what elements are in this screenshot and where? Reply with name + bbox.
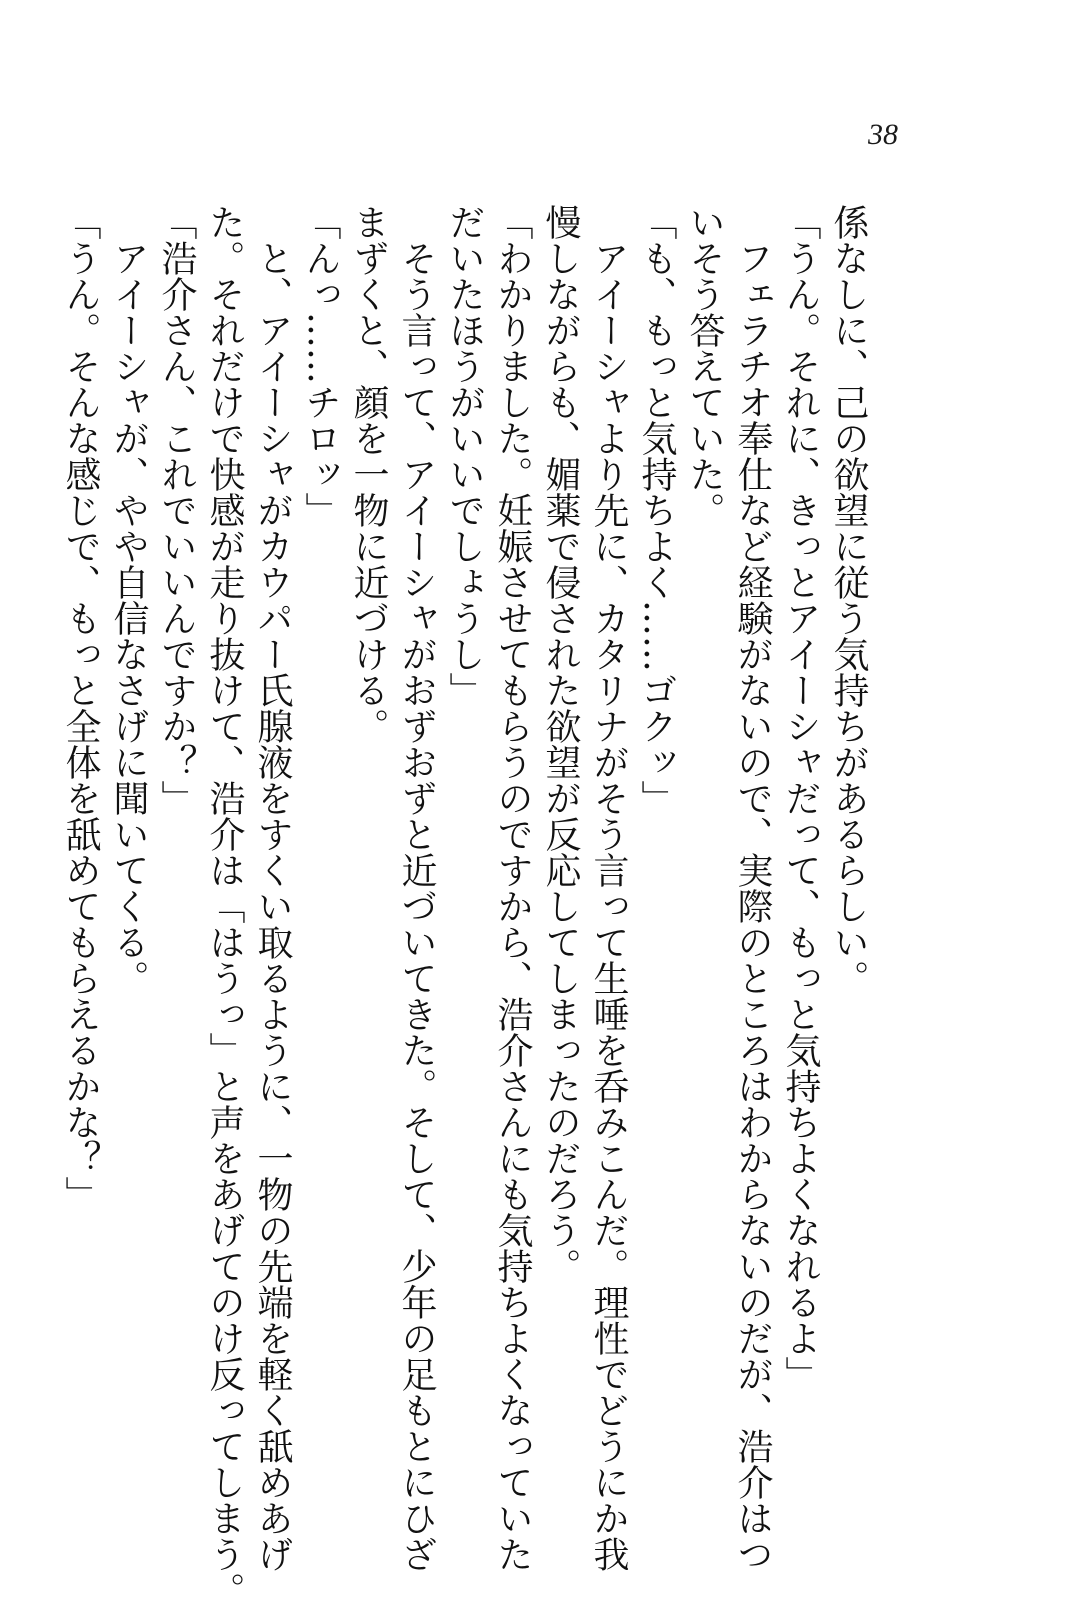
text-line: 「わかりました。妊娠させてもらうのですから、浩介さんにも気持ちよくなっていた <box>492 204 533 1572</box>
text-line: 「うん。それに、きっとアイーシャだって、もっと気持ちよくなれるよ」 <box>780 204 821 1392</box>
text-line: そう言って、アイーシャがおずおずと近づいてきた。そして、少年の足もとにひざ <box>396 204 437 1572</box>
text-line: フェラチオ奉仕など経験がないので、実際のところはわからないのだが、浩介はつ <box>732 204 773 1572</box>
text-line: だいたほうがいいでしょうし」 <box>444 204 485 708</box>
text-line: 係なしに、己の欲望に従う気持ちがあるらしい。 <box>828 204 869 996</box>
text-line: と、アイーシャがカウパー氏腺液をすくい取るように、一物の先端を軽く舐めあげ <box>252 204 293 1572</box>
text-line: アイーシャより先に、カタリナがそう言って生唾を呑みこんだ。理性でどうにか我 <box>588 204 629 1572</box>
text-line: アイーシャが、やや自信なさげに聞いてくる。 <box>108 204 149 996</box>
text-line: 「浩介さん、これでいいんですか？」 <box>156 204 197 816</box>
page-number: 38 <box>868 118 898 151</box>
text-line: 慢しながらも、媚薬で侵された欲望が反応してしまったのだろう。 <box>540 204 581 1284</box>
text-line: た。それだけで快感が走り抜けて、浩介は「はうっ」と声をあげてのけ反ってしまう。 <box>204 204 245 1608</box>
text-line: 「んっ……チロッ」 <box>300 204 341 528</box>
text-line: 「も、もっと気持ちよく……ゴクッ」 <box>636 204 677 816</box>
text-line: まずくと、顔を一物に近づける。 <box>348 204 389 744</box>
text-line: 「うん。そんな感じで、もっと全体を舐めてもらえるかな？」 <box>60 204 101 1212</box>
text-line: いそう答えていた。 <box>684 204 725 528</box>
vertical-text-body <box>60 204 872 1608</box>
